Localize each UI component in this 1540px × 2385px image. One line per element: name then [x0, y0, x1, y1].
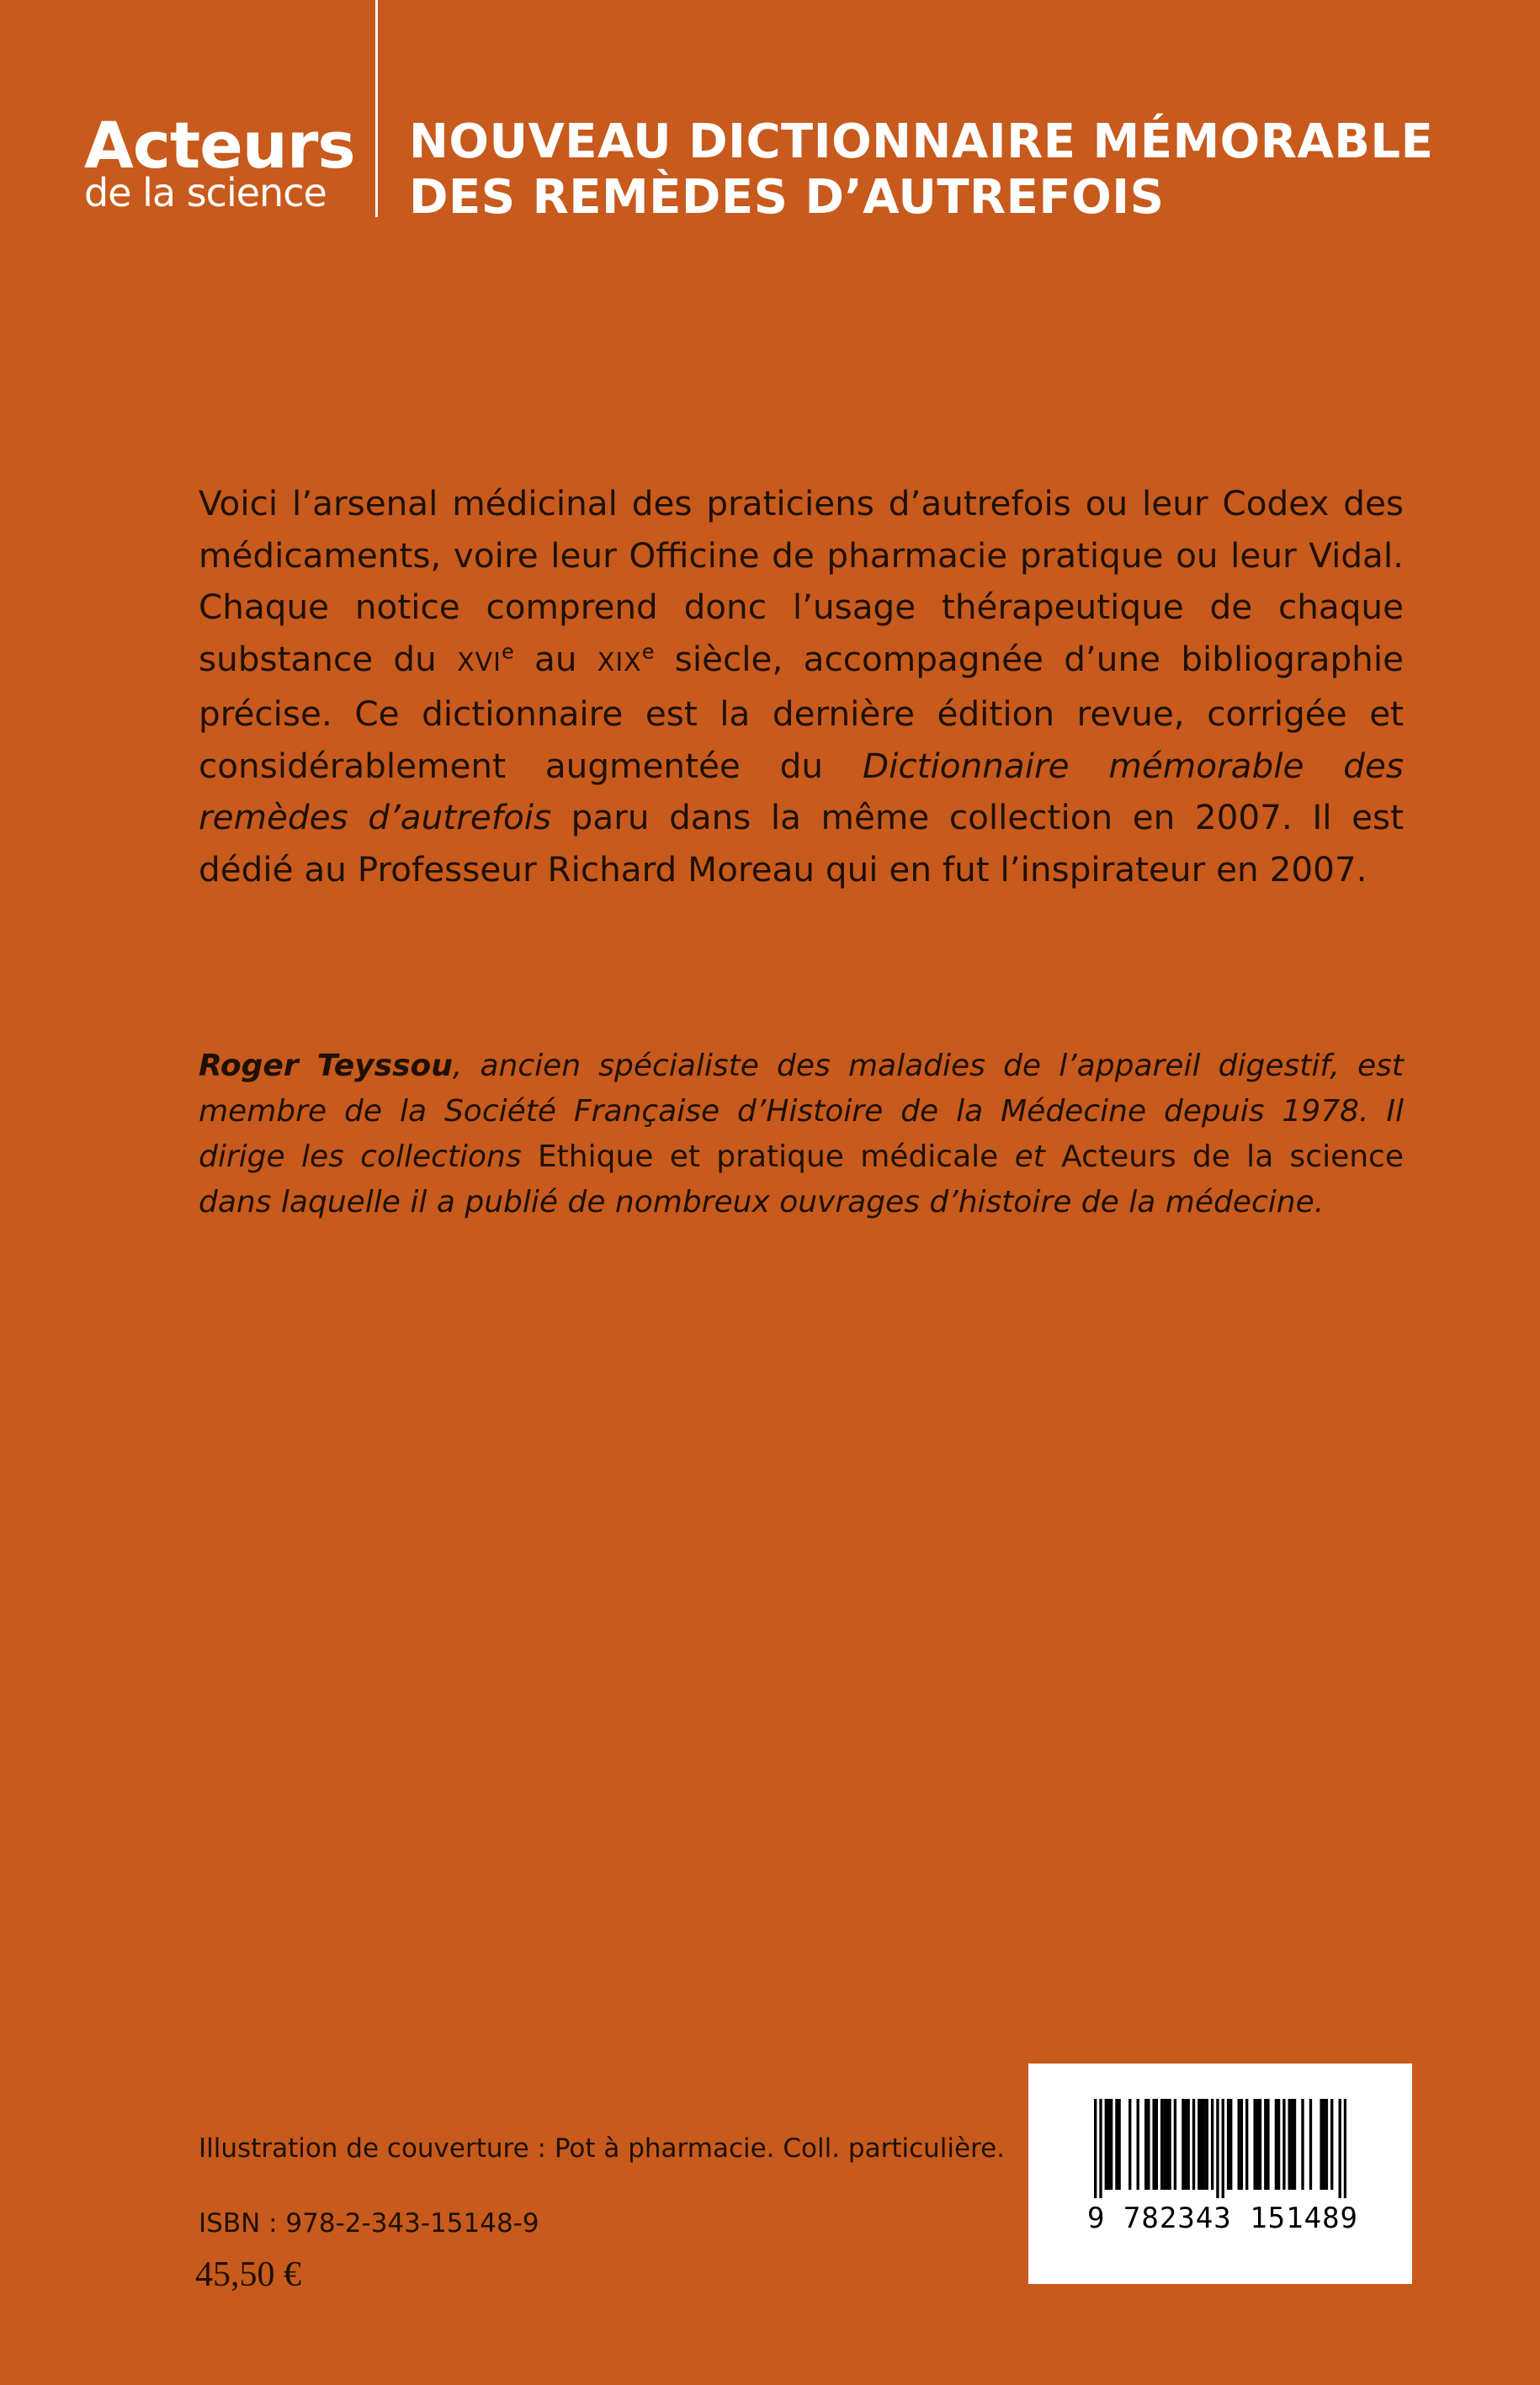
header-divider — [375, 0, 378, 217]
barcode-bar — [1291, 2099, 1293, 2190]
barcode-bar — [1245, 2099, 1248, 2190]
barcode-bar — [1275, 2099, 1277, 2190]
collection-name: Acteurs — [84, 108, 355, 183]
barcode-bar — [1256, 2099, 1259, 2190]
barcode-bar — [1168, 2099, 1171, 2190]
isbn: ISBN : 978-2-343-15148-9 — [199, 2208, 539, 2239]
barcode-bar — [1216, 2099, 1219, 2198]
barcode-bar — [1227, 2099, 1229, 2190]
barcode-bar — [1128, 2099, 1131, 2190]
barcode-bar — [1267, 2099, 1269, 2190]
book-title-line2: DES REMÈDES D’AUTREFOIS — [409, 170, 1165, 225]
barcode-bar — [1330, 2099, 1333, 2190]
barcode-bar — [1137, 2099, 1139, 2190]
barcode-bar — [1160, 2099, 1163, 2190]
collection-logo — [84, 108, 355, 215]
barcode-bar — [1147, 2099, 1150, 2190]
book-description — [199, 478, 1404, 895]
barcode-bar — [1200, 2099, 1203, 2190]
description-part2: siècle, accompagnée d’une bibliographie précise. Ce dictionnaire est la dernière édition revue, corrigée et considérablement augmentée du — [199, 638, 1404, 786]
barcode-bar — [1144, 2099, 1147, 2190]
barcode-bar — [1301, 2099, 1304, 2190]
century-start: XVI — [457, 647, 502, 677]
barcode-bar — [1163, 2099, 1166, 2190]
barcode-bar — [1344, 2099, 1346, 2198]
barcode-number: 9 782343 151489 — [1086, 2202, 1359, 2235]
century-end: XIX — [597, 647, 642, 677]
author-bio — [199, 1044, 1404, 1225]
cover-illustration-credit: Illustration de couverture : Pot à pharmacie. Coll. particulière. — [199, 2133, 1006, 2164]
barcode-bar — [1211, 2099, 1213, 2190]
book-title — [409, 114, 1503, 226]
century-end-sup: e — [641, 640, 655, 663]
description-part1: Voici l’arsenal médicinal des praticiens d’autrefois ou leur Codex des médicaments, voire leur Officine de pharmacie pratique ou leur Vidal. Chaque notice comprend donc l’usage thérapeutique de chaque substance du — [199, 483, 1404, 679]
collection1: Ethique et pratique médicale — [537, 1139, 999, 1174]
barcode-bar — [1309, 2099, 1312, 2190]
barcode-bar — [1118, 2099, 1120, 2190]
barcode-bar — [1197, 2099, 1200, 2190]
barcode-bar — [1238, 2099, 1240, 2190]
barcode-bar — [1323, 2099, 1325, 2190]
barcode-bar — [1166, 2099, 1168, 2190]
barcode-bar — [1293, 2099, 1296, 2190]
barcode-bar — [1222, 2099, 1224, 2198]
barcode-bar — [1110, 2099, 1113, 2190]
barcode-bar — [1152, 2099, 1155, 2190]
collection-subtitle: de la science — [84, 170, 327, 215]
price: 45,50 € — [195, 2255, 301, 2294]
barcode-bar — [1282, 2099, 1285, 2190]
barcode-bar — [1264, 2099, 1267, 2190]
description-between: au — [513, 638, 597, 679]
barcode-bar — [1105, 2099, 1107, 2190]
barcode-bar — [1155, 2099, 1158, 2190]
barcode-bar — [1094, 2099, 1097, 2198]
barcode-bar — [1174, 2099, 1176, 2190]
author-name: Roger Teyssou — [199, 1049, 453, 1083]
barcode-bar — [1184, 2099, 1187, 2190]
bio-conj: et — [998, 1139, 1062, 1174]
barcode-bar — [1099, 2099, 1102, 2198]
barcode-bar — [1206, 2099, 1208, 2190]
barcode-bar — [1277, 2099, 1280, 2190]
barcode-bar — [1240, 2099, 1243, 2190]
barcode-bar — [1107, 2099, 1110, 2190]
barcode — [1028, 2064, 1412, 2284]
bio-part2: dans laquelle il a publié de nombreux ouvrages d’histoire de la médecine. — [199, 1185, 1325, 1219]
barcode-bar — [1288, 2099, 1291, 2190]
barcode-bar — [1182, 2099, 1184, 2190]
description-part3: paru dans la même collection en 2007. Il est dédié au Professeur Richard Moreau qui en fut l’inspirateur en 2007. — [199, 797, 1404, 890]
collection2: Acteurs de la science — [1061, 1139, 1405, 1174]
barcode-bars — [1094, 2099, 1346, 2198]
cited-title: Dictionnaire mémorable des remèdes d’autrefois — [199, 745, 1404, 837]
barcode-bar — [1203, 2099, 1205, 2190]
barcode-bar — [1259, 2099, 1261, 2190]
barcode-bar — [1253, 2099, 1256, 2190]
barcode-bar — [1192, 2099, 1195, 2190]
barcode-bar — [1115, 2099, 1118, 2190]
barcode-bar — [1320, 2099, 1322, 2190]
barcode-bar — [1187, 2099, 1190, 2190]
barcode-bar — [1339, 2099, 1341, 2198]
century-start-sup: e — [501, 640, 514, 663]
bio-part1: , ancien spécialiste des maladies de l’appareil digestif, est membre de la Société Française d’Histoire de la Médecine depuis 1978. Il dirige les collections — [199, 1049, 1405, 1174]
barcode-bar — [1229, 2099, 1232, 2190]
barcode-bar — [1325, 2099, 1328, 2190]
book-title-line1: NOUVEAU DICTIONNAIRE MÉMORABLE — [409, 114, 1434, 169]
